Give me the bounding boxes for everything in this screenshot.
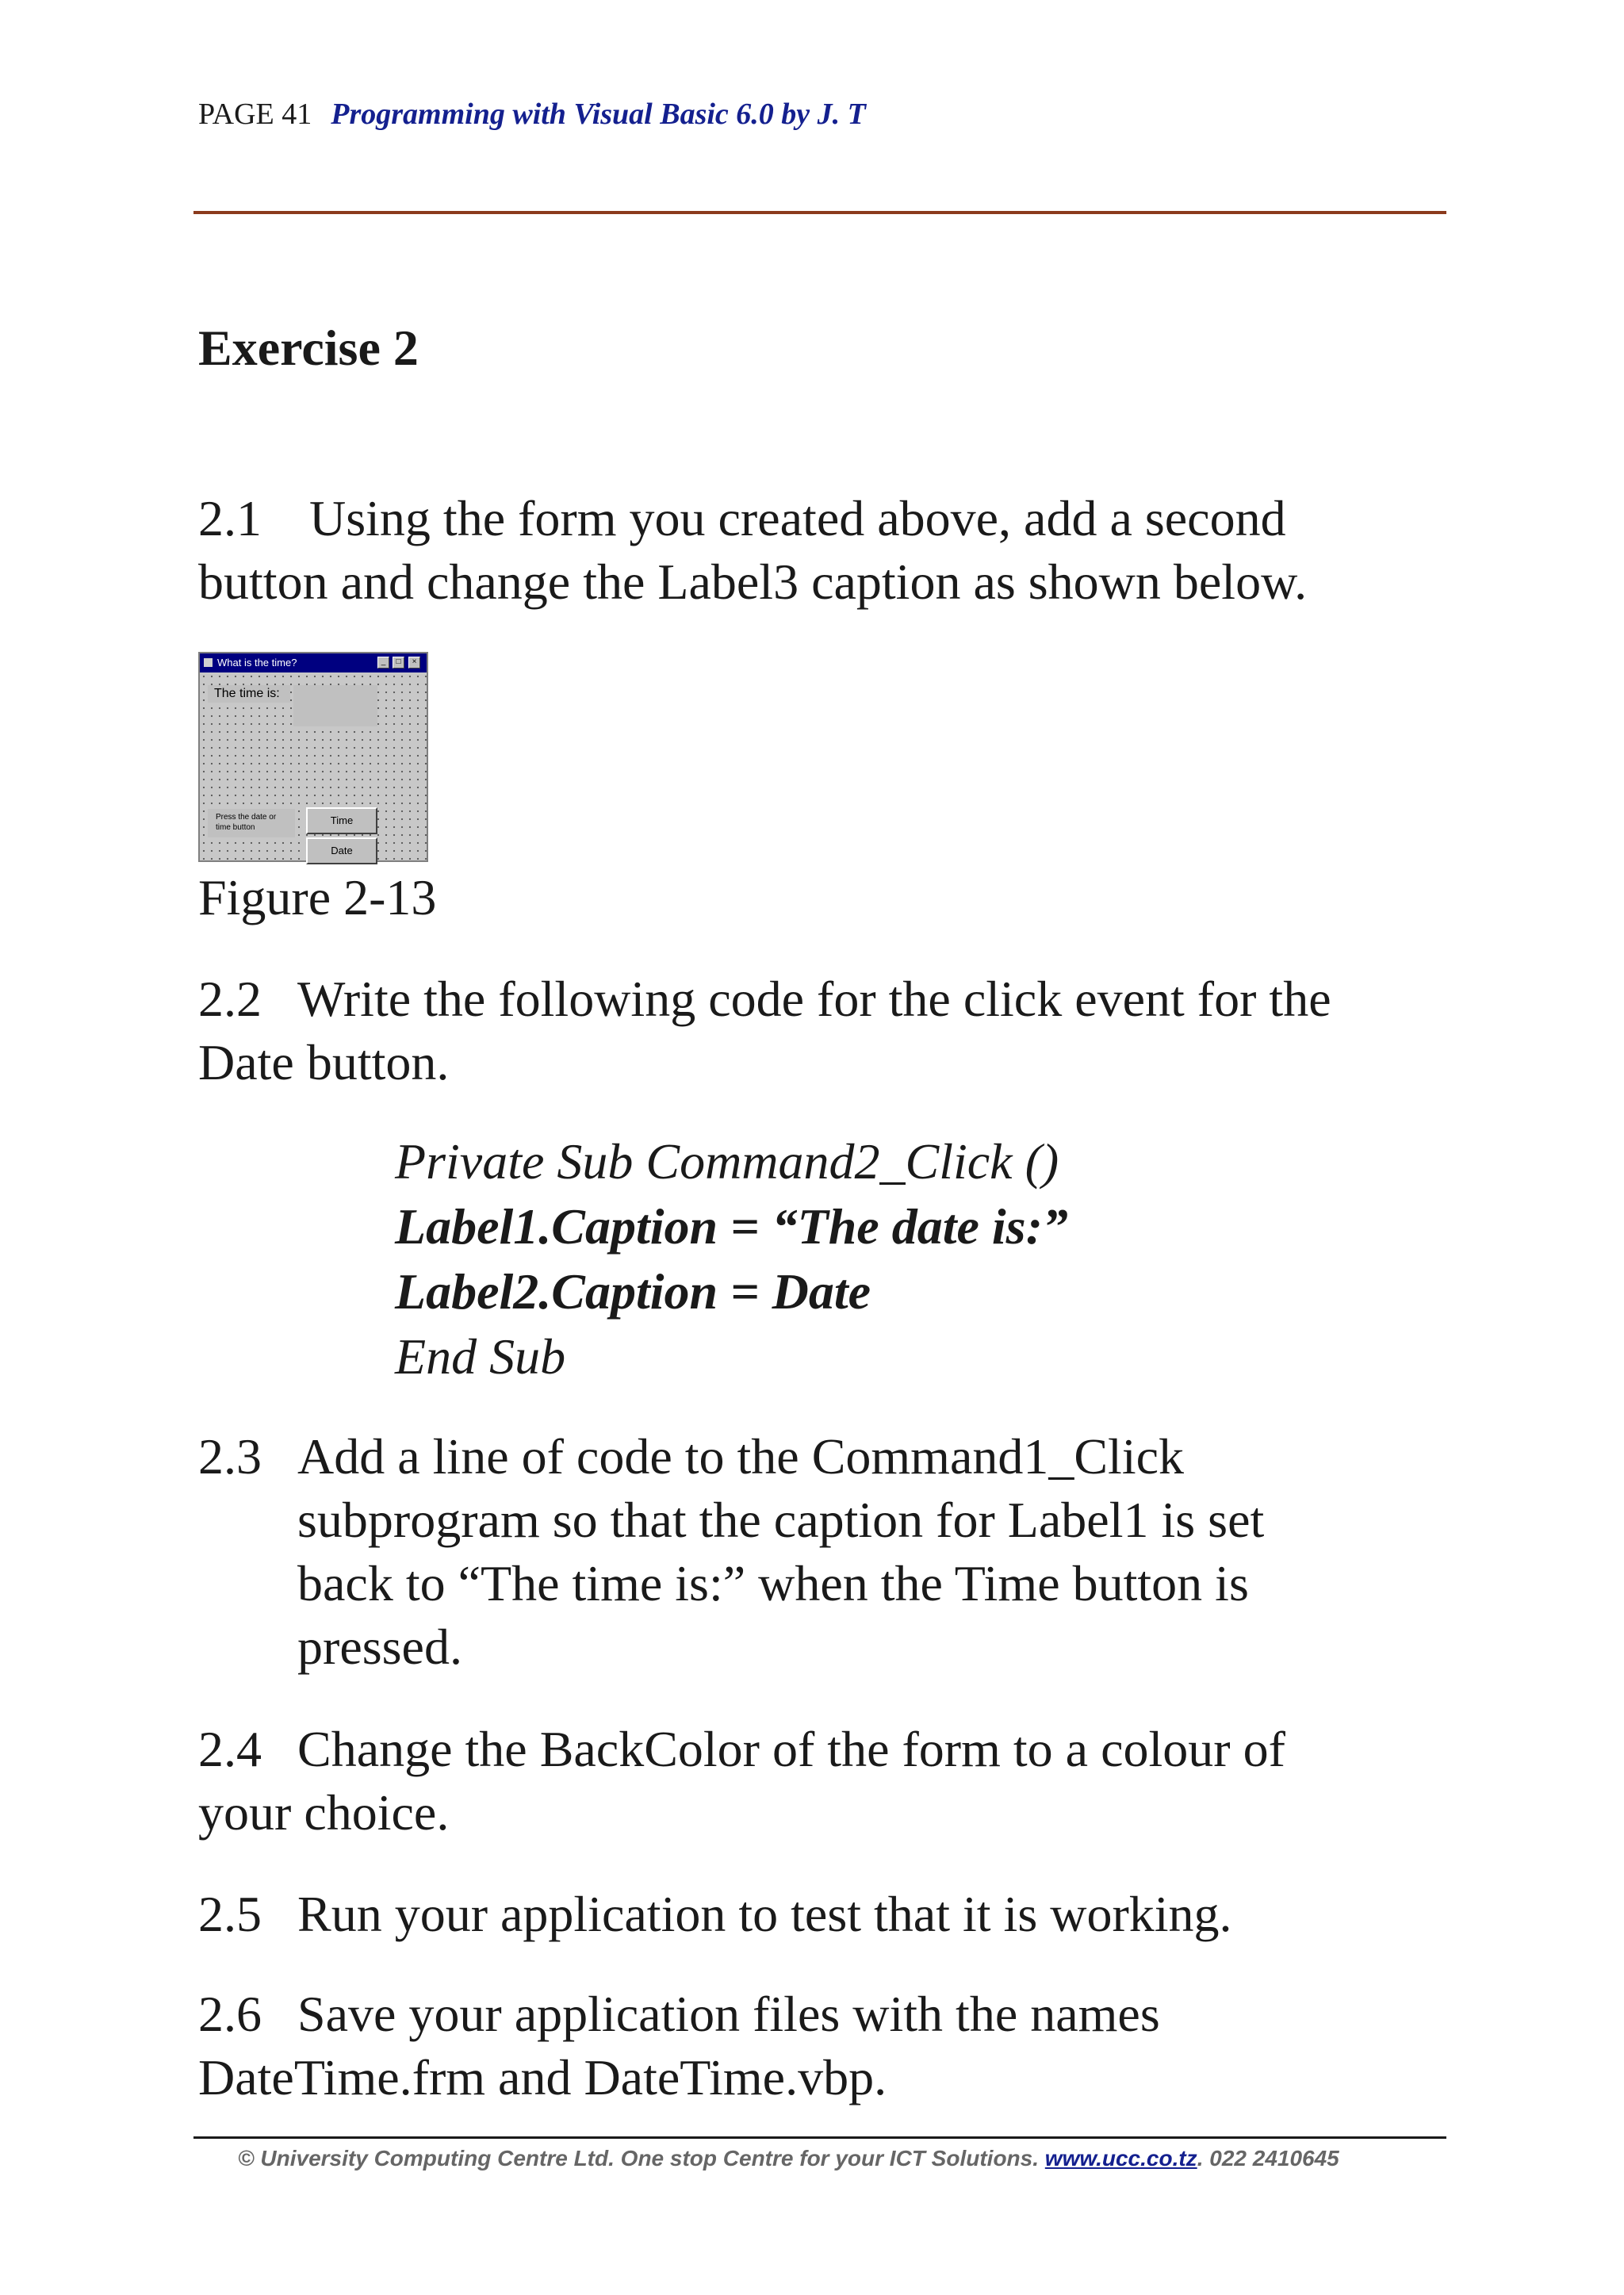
item-2-5 [198, 1883, 1232, 1946]
page-footer [238, 2146, 1339, 2171]
form-icon [204, 658, 213, 667]
item-body [297, 1425, 1264, 1679]
code-block [395, 1129, 1068, 1389]
exercise-heading: Exercise 2 [198, 320, 419, 376]
code-line: Label1.Caption = “The date is:” [395, 1198, 1068, 1255]
form-client-area [200, 672, 427, 860]
item-number: 2.4 [198, 1721, 262, 1777]
label-press [208, 809, 295, 837]
item-text-line: Change the BackColor of the form to a colour of [297, 1721, 1285, 1777]
item-number: 2.6 [198, 1986, 262, 2042]
maximize-icon: □ [393, 657, 404, 669]
window-titlebar [200, 653, 427, 672]
item-number: 2.2 [198, 971, 262, 1027]
code-line: Private Sub Command2_Click () [395, 1133, 1059, 1190]
header-divider [193, 211, 1446, 214]
code-line: End Sub [395, 1328, 566, 1385]
item-text-line: subprogram so that the caption for Label1 is set [297, 1492, 1265, 1548]
item-2-1 [198, 487, 1307, 614]
item-2-4 [198, 1718, 1285, 1845]
item-number: 2.3 [198, 1428, 262, 1485]
page-number: PAGE 41 [198, 98, 312, 131]
label-value-box [293, 685, 377, 726]
item-text-line: pressed. [297, 1619, 462, 1675]
item-text-line: back to “The time is:” when the Time button is [297, 1555, 1249, 1611]
item-number: 2.1 [198, 490, 262, 546]
close-icon: × [408, 657, 420, 669]
page-header [198, 97, 866, 132]
footer-divider [193, 2136, 1446, 2139]
footer-link[interactable]: www.ucc.co.tz [1044, 2146, 1197, 2170]
time-button[interactable]: Time [306, 807, 377, 834]
minimize-icon: _ [377, 657, 389, 669]
item-2-6 [198, 1983, 1160, 2109]
book-title: Programming with Visual Basic 6.0 by J. T [331, 98, 866, 131]
label-time: The time is: [208, 685, 290, 703]
label-press-line: time button [216, 823, 255, 832]
item-text-line: Date button. [198, 1034, 450, 1090]
item-number: 2.5 [198, 1886, 262, 1942]
figure-caption: Figure 2-13 [198, 869, 437, 925]
label-press-line: Press the date or [216, 813, 277, 822]
item-text-line: button and change the Label3 caption as shown below. [198, 554, 1308, 610]
item-text-line: Add a line of code to the Command1_Click [297, 1428, 1184, 1485]
footer-text: © University Computing Centre Ltd. One stop Centre for your ICT Solutions. [238, 2146, 1040, 2170]
item-text-line: Using the form you created above, add a second [309, 490, 1286, 546]
item-text-line: Write the following code for the click event for the [297, 971, 1331, 1027]
footer-phone: . 022 2410645 [1197, 2146, 1339, 2170]
item-2-2 [198, 967, 1331, 1094]
item-text-line: Save your application files with the names [297, 1986, 1160, 2042]
date-button[interactable]: Date [306, 837, 377, 864]
code-line: Label2.Caption = Date [395, 1263, 871, 1320]
item-text-line: DateTime.frm and DateTime.vbp. [198, 2049, 887, 2105]
window-title: What is the time? [217, 657, 297, 669]
item-text-line: your choice. [198, 1784, 450, 1841]
item-text-line: Run your application to test that it is working. [297, 1886, 1232, 1942]
vb-form-figure [198, 652, 428, 862]
